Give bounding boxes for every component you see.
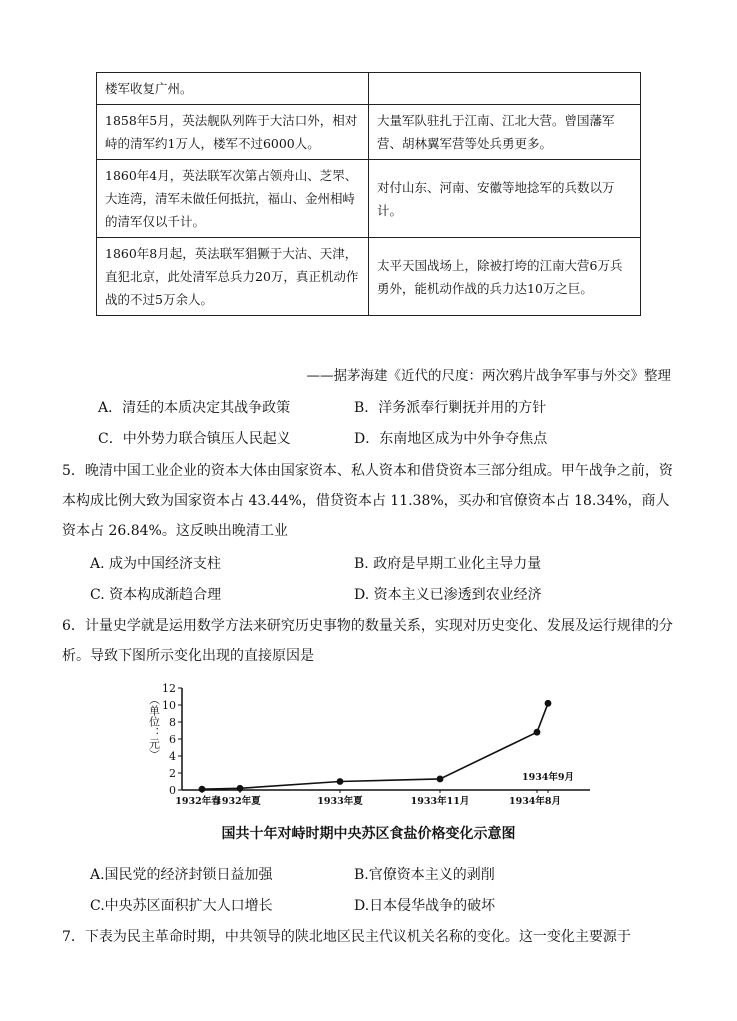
y-tick-label: 0 <box>169 784 176 797</box>
y-axis-label: （单位：元） <box>147 694 161 760</box>
data-point <box>437 776 444 783</box>
table-cell: 太平天国战场上，除被打垮的江南大营6万兵勇外，能机动作战的兵力达10万之巨。 <box>369 238 641 316</box>
x-tick-label: 1932年夏 <box>215 796 261 807</box>
table-cell: 1860年4月，英法联军次第占领舟山、芝罘、大连湾，清军未做任何抵抗，福山、金州相峙的清军仅以千计。 <box>97 160 369 238</box>
table-cell: 1858年5月，英法舰队列阵于大沽口外，相对峙的清军约1万人，楼军不过6000人。 <box>97 105 369 160</box>
table-cell: 对付山东、河南、安徽等地捻军的兵数以万计。 <box>369 160 641 238</box>
y-tick-label: 8 <box>169 716 176 729</box>
q5-stem: 5．晚清中国工业企业的资本大体由国家资本、私人资本和借贷资本三部分组成。甲午战争之前，资本构成比例大致为国家资本占 43.44%，借贷资本占 11.38%，买办和官僚资本占 18.34%，商人资本占 26.84%。这反映出晚清工业 <box>62 463 673 539</box>
y-tick-label: 2 <box>169 767 176 780</box>
q5-option-a[interactable]: A. 成为中国经济支柱 <box>90 556 222 572</box>
q6-option-c[interactable]: C.中央苏区面积扩大人口增长 <box>90 898 273 914</box>
table-row <box>97 73 641 105</box>
table-cell <box>369 73 641 105</box>
table-cell: 1860年8月起，英法联军猖獗于大沽、天津，直犯北京，此处清军总兵力20万，真正机动作战的不过5万余人。 <box>97 238 369 316</box>
y-tick-label: 4 <box>169 750 176 763</box>
price-series <box>199 700 552 793</box>
chart-title: 国共十年对峙时期中央苏区食盐价格变化示意图 <box>221 826 516 842</box>
q7-stem: 7．下表为民主革命时期，中共领导的陕北地区民主代议机关名称的变化。这一变化主要源于 <box>62 929 631 945</box>
q6-option-d[interactable]: D.日本侵华战争的破坏 <box>354 898 496 914</box>
table-row <box>97 160 641 238</box>
q5-option-d[interactable]: D. 资本主义已渗透到农业经济 <box>354 587 542 603</box>
table-source: ——据茅海建《近代的尺度：两次鸦片战争军事与外交》整理 <box>306 368 671 384</box>
x-tick-label: 1934年9月 <box>521 772 575 783</box>
q6-option-b[interactable]: B.官僚资本主义的剥削 <box>354 867 495 883</box>
data-point <box>534 729 541 736</box>
q5-option-c[interactable]: C. 资本构成渐趋合理 <box>90 587 222 603</box>
x-tick-label: 1933年11月 <box>410 796 470 807</box>
q6-option-a[interactable]: A.国民党的经济封锁日益加强 <box>90 867 273 883</box>
q4-option-c[interactable]: C．中外势力联合镇压人民起义 <box>98 431 291 447</box>
y-tick-label: 6 <box>169 733 176 746</box>
x-tick-label: 1933年夏 <box>317 796 363 807</box>
x-tick-label: 1932年春 <box>175 796 221 807</box>
table-row <box>97 105 641 160</box>
y-tick-label: 10 <box>162 699 176 712</box>
q6-stem: 6．计量史学就是运用数学方法来研究历史事物的数量关系，实现对历史变化、发展及运行规律的分析。导致下图所示变化出现的直接原因是 <box>62 618 673 664</box>
x-tick-label: 1934年8月 <box>508 796 562 807</box>
table-cell: 楼军收复广州。 <box>97 73 369 105</box>
q5-option-b[interactable]: B. 政府是早期工业化主导力量 <box>354 556 542 572</box>
q4-option-d[interactable]: D．东南地区成为中外争夺焦点 <box>354 431 548 447</box>
table-row <box>97 238 641 316</box>
q4-option-b[interactable]: B．洋务派奉行剿抚并用的方针 <box>354 400 547 416</box>
series-line <box>202 703 548 789</box>
q4-option-a[interactable]: A．清廷的本质决定其战争政策 <box>98 400 291 416</box>
data-point <box>545 700 552 707</box>
y-axis <box>148 682 183 797</box>
table-cell: 大量军队驻扎于江南、江北大营。曾国藩军营、胡林翼军营等处兵勇更多。 <box>369 105 641 160</box>
comparison-table <box>96 72 641 316</box>
data-point <box>337 778 344 785</box>
salt-price-chart <box>147 680 590 807</box>
y-tick-label: 12 <box>162 682 176 695</box>
data-point <box>237 785 244 792</box>
data-point <box>199 786 206 793</box>
